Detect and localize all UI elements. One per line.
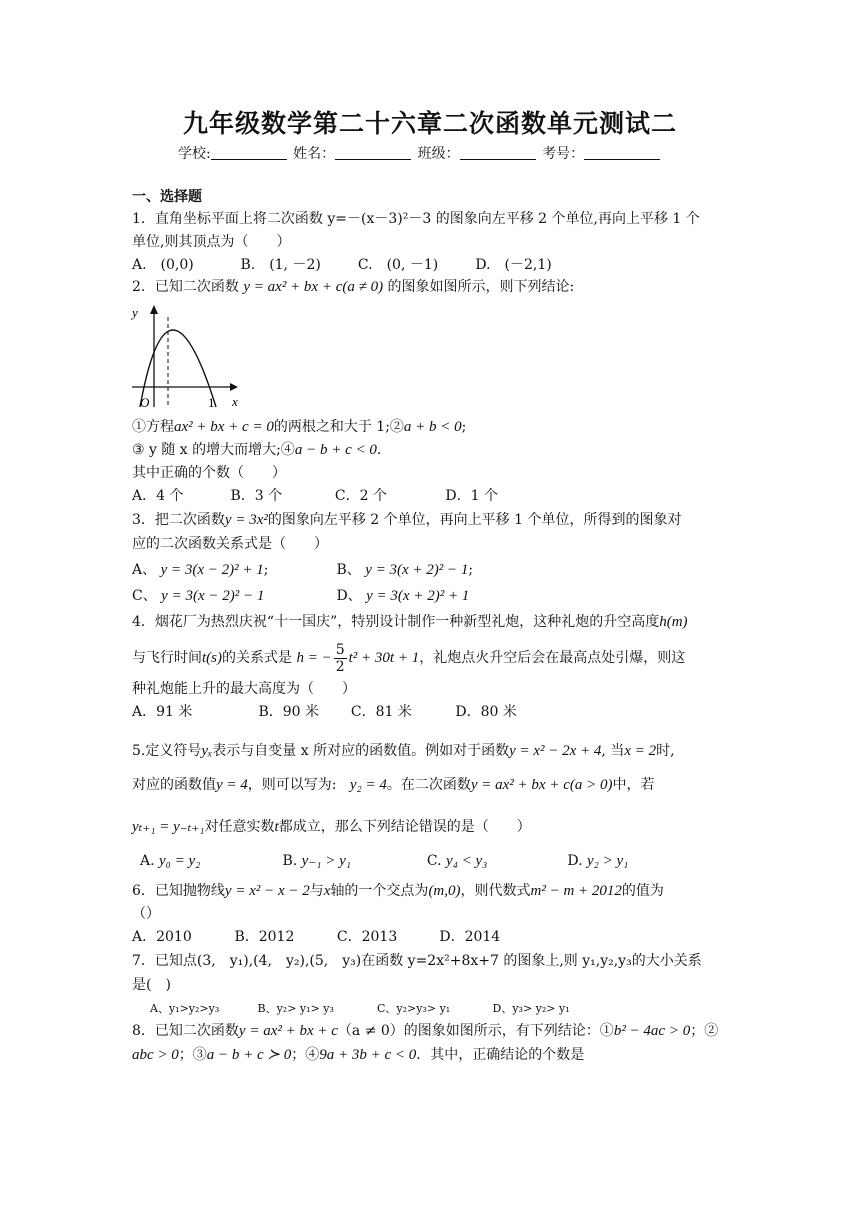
q4-option-a[interactable]: A．91 米 (132, 704, 193, 720)
q7-options (150, 1000, 570, 1018)
q2-c2-post: ; (461, 419, 467, 435)
school-blank[interactable] (211, 145, 287, 160)
q2-condition-3-4 (132, 441, 381, 459)
q1-text-2: 单位,则其顶点为（ ） (132, 234, 291, 250)
q2-suffix: 的图象如图所示，则下列结论: (387, 279, 575, 295)
name-label: 姓名： (293, 146, 336, 162)
class-blank[interactable] (460, 145, 536, 160)
q3-text-2: 应的二次函数关系式是（ ） (132, 536, 328, 552)
q3-formula: y = 3x² (224, 512, 268, 528)
q2-c1-post: 的两根之和大于 1;② (273, 419, 404, 435)
origin-label: O (140, 395, 150, 410)
q1-option-a[interactable]: A. (0,0) (132, 257, 194, 273)
q2-c3: ③ y 随 x 的增大而增大;④ (132, 442, 295, 458)
q3-suffix: 的图象向左平移 2 个单位，再向上平移 1 个单位，所得到的图象对 (267, 512, 682, 528)
q2-prefix: 2．已知二次函数 (132, 279, 239, 295)
q5-option-b[interactable]: B. y₋₁ > y₁ (282, 853, 351, 869)
q2-formula: y = ax² + bx + c(a ≠ 0) (243, 279, 384, 295)
q6-text: 6．已知抛物线y = x² − x − 2与x轴的一个交点为(m,0)，则代数式m² − m + 2012的值为 (132, 883, 664, 899)
q4-formula-lhs: h = − (296, 650, 332, 666)
page-title: 九年级数学第二十六章二次函数单元测试二 (182, 109, 677, 138)
q4-text-2: 与飞行时间t(s)的关系式是 h = − $\frac{5}{2}$ t² + 30t + 1，礼炮点火升空后会在最高点处引爆，则这 (132, 641, 686, 675)
school-label: 学校: (178, 146, 211, 162)
q6-option-d[interactable]: D．2014 (439, 929, 501, 945)
q4-text1: 4．烟花厂为热烈庆祝“十一国庆”，特别设计制作一种新型礼炮，这种礼炮的升空高度 (132, 614, 660, 630)
q3-option-d[interactable]: D、 y = 3(x + 2)² + 1 (336, 588, 470, 604)
q3-option-a[interactable]: A、 y = 3(x − 2)² + 1; (132, 562, 269, 578)
q4-fraction: $\frac{5}{2}$ (335, 641, 345, 675)
q4-option-c[interactable]: C．81 米 (350, 704, 412, 720)
q2-c1-pre: ①方程 (132, 419, 174, 435)
q2-c4-formula: a − b + c < 0 (294, 442, 377, 458)
q5-line-2: 对应的函数值y = 4，则可以写为: y₂ = 4。在二次函数y = ax² + bx + c(a > 0)中，若 (132, 777, 655, 793)
q3-option-c[interactable]: C、 y = 3(x − 2)² − 1 (132, 588, 265, 604)
y-label: y (132, 305, 138, 320)
q7-option-c[interactable]: C、y₂>y₃> y₁ (377, 1002, 451, 1015)
parabola-curve (140, 330, 216, 407)
q1-options (132, 256, 552, 274)
q4-text-3: 种礼炮能上升的最大高度为（ ） (132, 681, 356, 697)
q7-option-b[interactable]: B、y₂> y₁> y₃ (257, 1002, 334, 1015)
q6-option-a[interactable]: A．2010 (132, 929, 192, 945)
tick-one-label: 1 (208, 395, 215, 410)
q2-option-c[interactable]: C．2 个 (334, 488, 387, 504)
q8-text-2: abc > 0；③a − b + c ≻ 0；④9a + 3b + c < 0．其中，正确结论的个数是 (132, 1047, 585, 1063)
q7-text-2: 是( ) (132, 977, 171, 993)
q2-c2-formula: a + b < 0 (403, 419, 462, 435)
q1-option-d[interactable]: D. (－2,1) (475, 257, 552, 273)
q5-line-1: 5.定义符号yₓ表示与自变量 x 所对应的函数值。例如对于函数y = x² − 2x + 4, 当x = 2时, (132, 743, 675, 759)
q5-option-d[interactable]: D. y₂ > y₁ (567, 853, 629, 869)
q1-text: 1．直角坐标平面上将二次函数 y=－(x－3)²－3 的图象向左平移 2 个单位,再向上平移 1 个 (132, 211, 700, 227)
q4-formula-rhs: t² + 30t + 1 (348, 650, 420, 666)
q4-option-d[interactable]: D．80 米 (455, 704, 517, 720)
q3-option-b[interactable]: B、 y = 3(x + 2)² − 1; (336, 562, 474, 578)
x-axis-arrow (230, 383, 238, 391)
q4-text-1 (132, 613, 688, 631)
q7-option-d[interactable]: D、y₃> y₂> y₁ (492, 1002, 570, 1015)
q6-options (132, 928, 500, 946)
q2-parabola-graph (128, 303, 248, 413)
exam-no-blank[interactable] (584, 145, 660, 160)
student-info-line (178, 143, 662, 163)
q3-text (132, 511, 681, 529)
class-label: 班级： (417, 146, 460, 162)
q5-option-a[interactable]: A. y₀ = y₂ (140, 853, 201, 869)
q2-option-a[interactable]: A．4 个 (132, 488, 184, 504)
section-heading: 一、选择题 (132, 189, 202, 205)
q6-blank: （） (132, 906, 160, 922)
q6-option-b[interactable]: B．2012 (234, 929, 295, 945)
q1-option-c[interactable]: C. (0, －1) (357, 257, 439, 273)
q5-options (140, 852, 628, 870)
q7-option-a[interactable]: A、y₁>y₂>y₃ (150, 1002, 220, 1015)
q2-condition-1-2 (132, 418, 466, 436)
q3-options-cd (132, 587, 469, 605)
q6-option-c[interactable]: C．2013 (336, 929, 398, 945)
q2-ask: 其中正确的个数（ ） (132, 465, 286, 481)
y-axis-arrow (150, 305, 158, 314)
exam-no-label: 考号： (542, 146, 585, 162)
q7-text-1: 7．已知点(3, y₁),(4, y₂),(5, y₃)在函数 y=2x²+8x+7 的图象上,则 y₁,y₂,y₃的大小关系 (132, 953, 702, 969)
q2-c1-formula: ax² + bx + c = 0 (174, 419, 274, 435)
q4-h-unit: h(m) (659, 614, 688, 630)
q2-c4-post: . (376, 442, 382, 458)
q2-options (132, 487, 498, 505)
q4-options (132, 703, 517, 721)
name-blank[interactable] (335, 145, 411, 160)
q2-option-d[interactable]: D．1 个 (445, 488, 498, 504)
q3-prefix: 3．把二次函数 (132, 512, 225, 528)
q5-option-c[interactable]: C. y₄ < y₃ (426, 853, 488, 869)
q5-line-3: yₜ₊₁ = y₋ₜ₊₁对任意实数t都成立，那么下列结论错误的是（ ） (132, 819, 531, 835)
q1-option-b[interactable]: B. (1, －2) (240, 257, 321, 273)
q2-option-b[interactable]: B．3 个 (230, 488, 283, 504)
x-label: x (232, 394, 238, 409)
q3-options-ab (132, 561, 473, 579)
q4-option-b[interactable]: B．90 米 (258, 704, 320, 720)
q2-text (132, 278, 574, 296)
q8-text-1: 8．已知二次函数y = ax² + bx + c（a ≠ 0）的图象如图所示，有下列结论：①b² − 4ac > 0；② (132, 1023, 719, 1039)
